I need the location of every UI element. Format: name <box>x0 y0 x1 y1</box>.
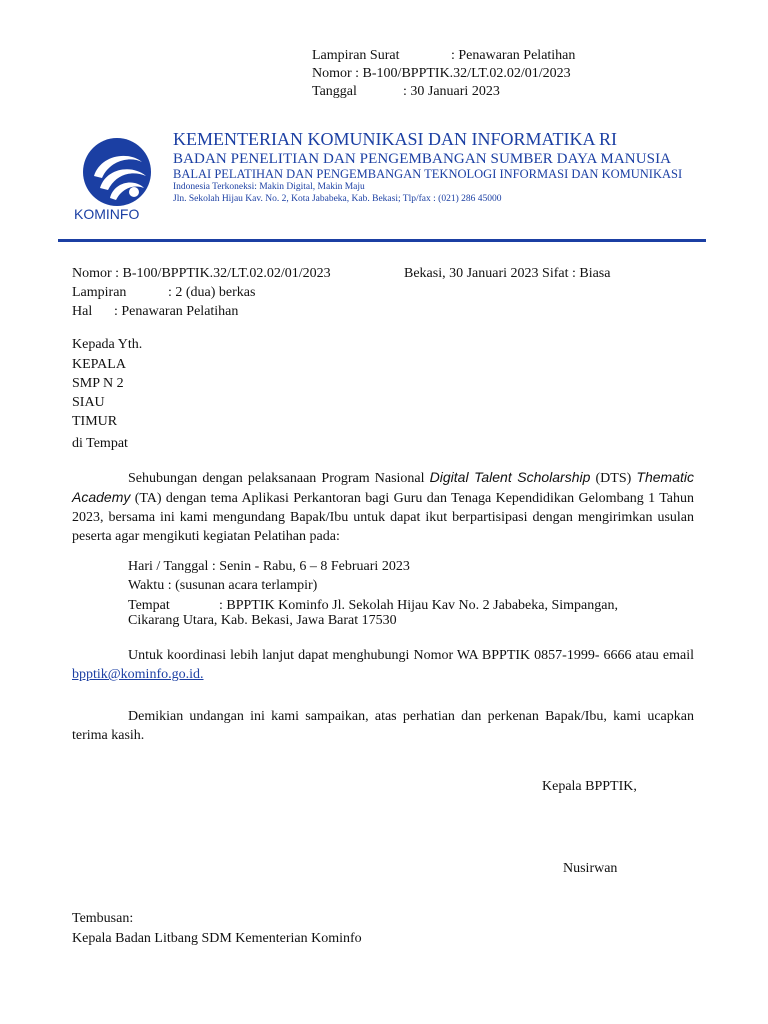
attachment-date-label: Tanggal <box>312 84 357 99</box>
letter-subject-value: : Penawaran Pelatihan <box>114 304 239 319</box>
body-paragraph-3 <box>72 707 694 745</box>
schedule-place-value-2: Cikarang Utara, Kab. Bekasi, Jawa Barat 17530 <box>128 613 397 628</box>
body-paragraph-2 <box>72 646 694 684</box>
recipient-line-2: KEPALA <box>72 357 126 372</box>
attachment-number: Nomor : B-100/BPPTIK.32/LT.02.02/01/2023 <box>312 66 571 81</box>
schedule-place-value: : BPPTIK Kominfo Jl. Sekolah Hijau Kav No. 2 Jababeka, Simpangan, <box>219 598 618 613</box>
recipient-line-3: SMP N 2 <box>72 376 124 391</box>
body-p1-text-a: Sehubungan dengan pelaksanaan Program Nasional <box>128 471 430 486</box>
recipient-line-4: SIAU <box>72 395 105 410</box>
logo-wordmark: KOMINFO <box>74 206 140 222</box>
signature-title: Kepala BPPTIK, <box>542 779 637 794</box>
letterhead-divider <box>58 239 706 242</box>
body-p1-program-name: Digital Talent Scholarship <box>429 469 591 485</box>
letterhead-ministry: KEMENTERIAN KOMUNIKASI DAN INFORMATIKA RI <box>173 129 617 149</box>
attachment-subject-value: : Penawaran Pelatihan <box>451 48 576 63</box>
signature-name: Nusirwan <box>563 861 618 876</box>
body-paragraph-1 <box>72 468 694 546</box>
body-p1-text-e: (TA) dengan tema Aplikasi Perkantoran bagi Guru dan Tenaga Kependidikan Gelombang 1 Tahun 2023, bersama ini kami mengundang Bapak/Ibu untuk dapat ikut berpartisipasi dengan mengirimkan usulan peserta agar mengikuti kegiatan Pelatihan pada: <box>72 491 694 544</box>
cc-label: Tembusan: <box>72 911 134 926</box>
contact-email-link[interactable]: bpptik@kominfo.go.id. <box>72 667 204 682</box>
attachment-subject-label: Lampiran Surat <box>312 48 400 63</box>
letterhead-agency: BADAN PENELITIAN DAN PENGEMBANGAN SUMBER DAYA MANUSIA <box>173 151 672 167</box>
attachment-date-value: : 30 Januari 2023 <box>403 84 500 99</box>
letter-place-date: Bekasi, 30 Januari 2023 Sifat : Biasa <box>404 266 611 281</box>
letter-attachment-label: Lampiran <box>72 285 127 300</box>
cc-recipient: Kepala Badan Litbang SDM Kementerian Kominfo <box>72 931 362 946</box>
letter-attachment-value: : 2 (dua) berkas <box>168 285 256 300</box>
recipient-line-5: TIMUR <box>72 414 118 429</box>
kominfo-logo-icon <box>72 132 162 222</box>
body-p2-text: Untuk koordinasi lebih lanjut dapat menghubungi Nomor WA BPPTIK 0857-1999- 6666 atau email <box>128 648 694 663</box>
body-p3-text: Demikian undangan ini kami sampaikan, atas perhatian dan perkenan Bapak/Ibu, kami ucapkan terima kasih. <box>72 709 694 743</box>
body-p1-text-c: (DTS) <box>590 471 637 486</box>
kominfo-logo <box>72 132 162 222</box>
schedule-date: Hari / Tanggal : Senin - Rabu, 6 – 8 Februari 2023 <box>128 559 410 574</box>
recipient-line-1: Kepada Yth. <box>72 337 143 352</box>
recipient-line-6: di Tempat <box>72 436 128 451</box>
letter-subject-label: Hal <box>72 304 93 319</box>
letterhead-address: Jln. Sekolah Hijau Kav. No. 2, Kota Jababeka, Kab. Bekasi; Tlp/fax : (021) 286 45000 <box>173 194 502 204</box>
schedule-place-label: Tempat <box>128 598 170 613</box>
letter-number: Nomor : B-100/BPPTIK.32/LT.02.02/01/2023 <box>72 266 331 281</box>
letterhead-tagline: Indonesia Terkoneksi: Makin Digital, Makin Maju <box>173 182 365 192</box>
letterhead-office: BALAI PELATIHAN DAN PENGEMBANGAN TEKNOLOGI INFORMASI DAN KOMUNIKASI <box>173 167 683 181</box>
body-p1-academy-name: Thematic Academy <box>72 469 694 505</box>
schedule-time: Waktu : (susunan acara terlampir) <box>128 578 318 593</box>
